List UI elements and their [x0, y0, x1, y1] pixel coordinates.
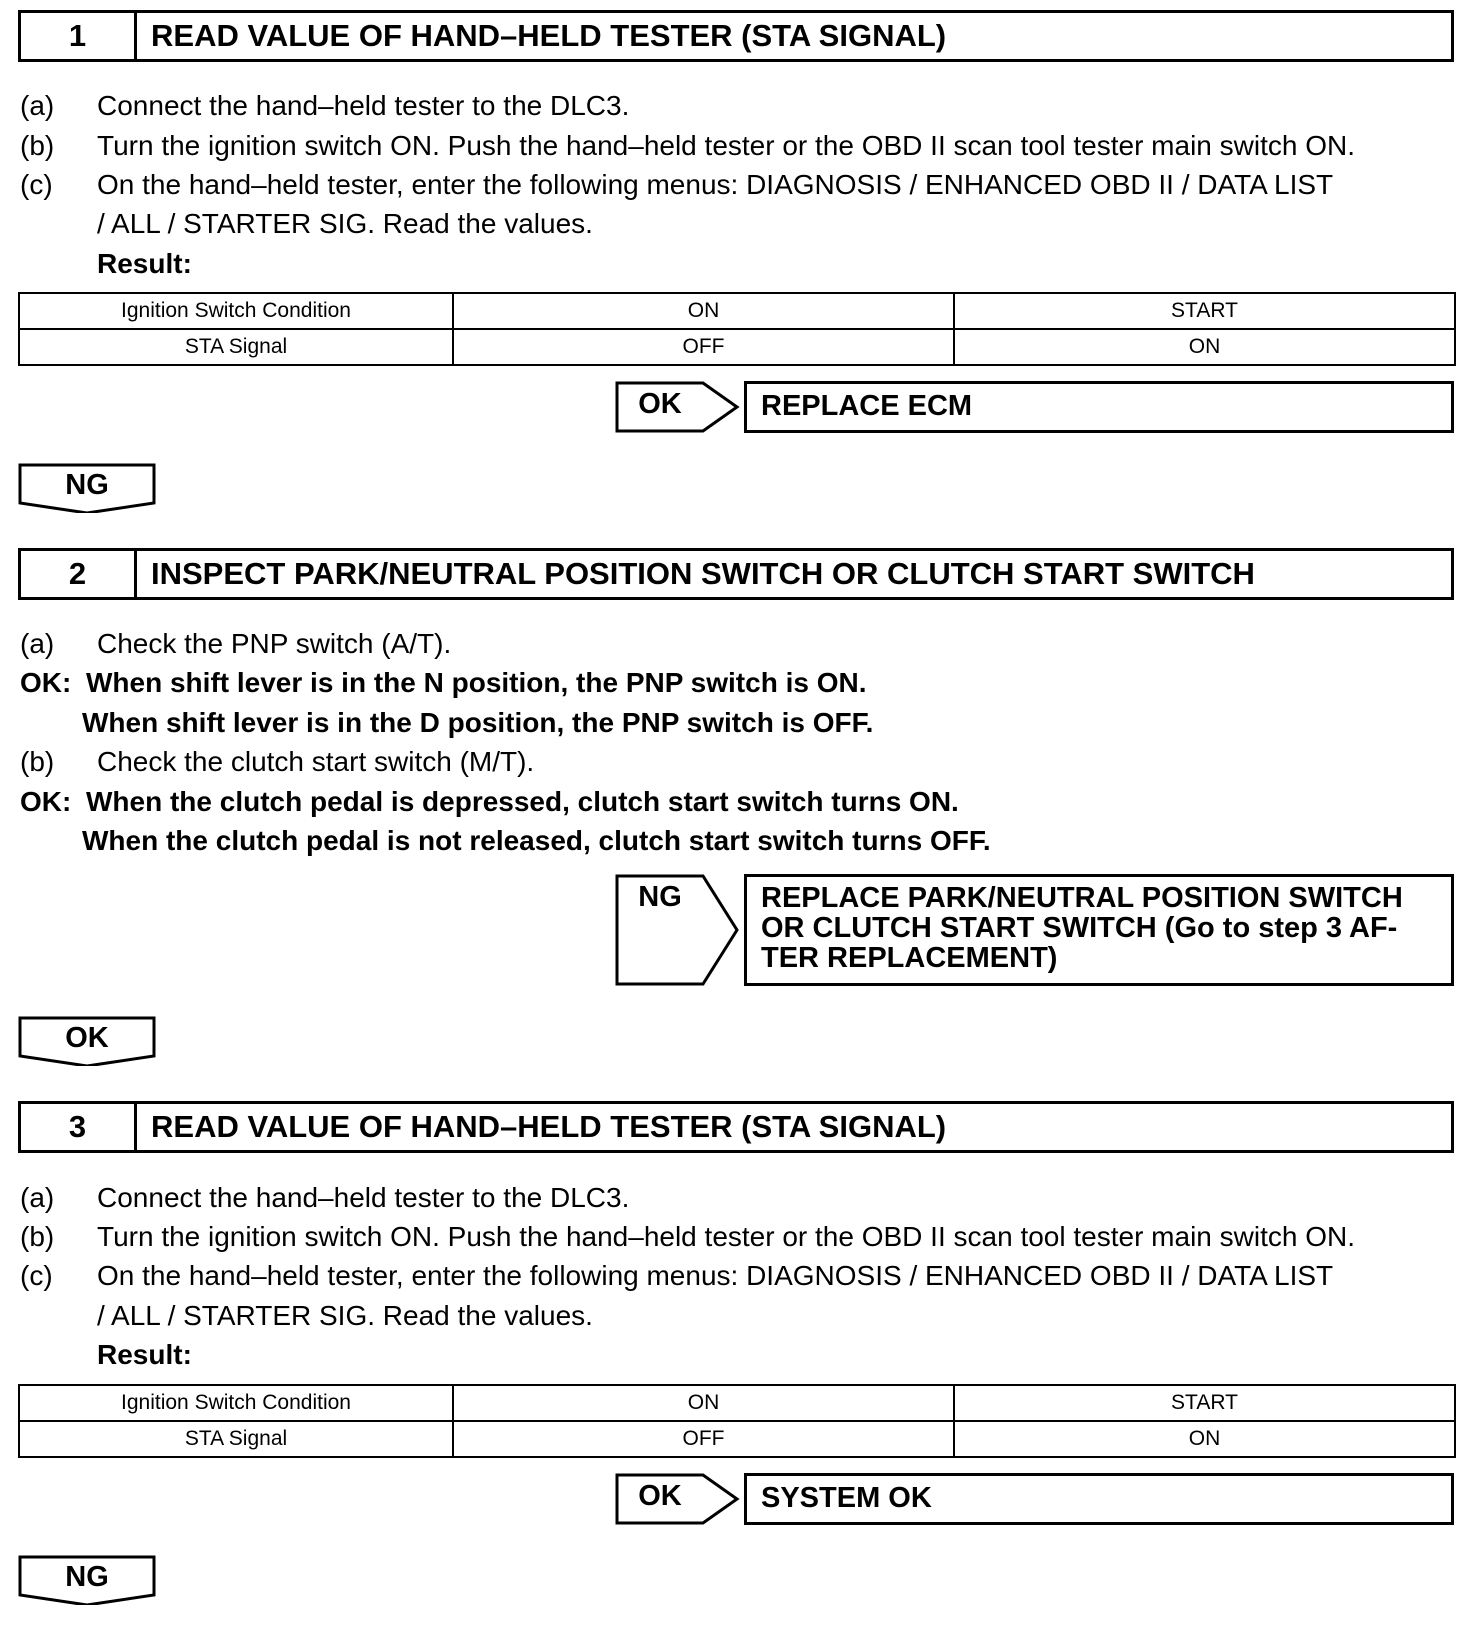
ng-tag-label: NG — [638, 881, 682, 913]
step-number: 1 — [21, 13, 137, 59]
instruction-text: Check the PNP switch (A/T). — [97, 628, 452, 659]
instruction-text: Connect the hand–held tester to the DLC3. — [97, 1182, 630, 1213]
instruction-text: Check the clutch start switch (M/T). — [97, 746, 535, 777]
down-tag-label: NG — [65, 1561, 109, 1593]
instruction-text: On the hand–held tester, enter the following menus: DIAGNOSIS / ENHANCED OBD II / DATA LIST — [97, 1260, 1334, 1291]
instruction-text: / ALL / STARTER SIG. Read the values. — [97, 1300, 593, 1331]
instruction-text: / ALL / STARTER SIG. Read the values. — [97, 208, 593, 239]
table-cell: START — [954, 293, 1455, 329]
step-number: 3 — [21, 1104, 137, 1150]
step-title: READ VALUE OF HAND–HELD TESTER (STA SIGNAL) — [151, 18, 947, 53]
instruction-label: (b) — [20, 746, 55, 777]
result-table — [18, 1384, 1456, 1458]
instruction-label: (b) — [20, 130, 55, 161]
table-cell: Ignition Switch Condition — [19, 1385, 453, 1421]
instruction-text: Turn the ignition switch ON. Push the hand–held tester or the OBD II scan tool tester main switch ON. — [97, 130, 1355, 161]
step-2-header — [18, 548, 1454, 600]
step-1-header — [18, 10, 1454, 62]
step-3-header — [18, 1101, 1454, 1153]
table-cell: START — [954, 1385, 1455, 1421]
step-title: READ VALUE OF HAND–HELD TESTER (STA SIGNAL) — [151, 1109, 947, 1144]
instruction-label: (c) — [20, 1260, 53, 1291]
table-cell: OFF — [453, 329, 954, 365]
instruction-label: (a) — [20, 1182, 55, 1213]
instruction-label: (a) — [20, 90, 55, 121]
table-row — [19, 293, 1455, 329]
result-table — [18, 292, 1456, 366]
table-cell: STA Signal — [19, 329, 453, 365]
step-title: INSPECT PARK/NEUTRAL POSITION SWITCH OR CLUTCH START SWITCH — [151, 556, 1255, 591]
table-cell: ON — [954, 329, 1455, 365]
table-cell: ON — [954, 1421, 1455, 1457]
instruction-label: (b) — [20, 1221, 55, 1252]
table-row — [19, 1421, 1455, 1457]
ok-action-box: REPLACE ECM — [744, 381, 1454, 433]
table-cell: Ignition Switch Condition — [19, 293, 453, 329]
table-cell: ON — [453, 293, 954, 329]
instruction-text: Connect the hand–held tester to the DLC3. — [97, 90, 630, 121]
ok-tag-label: OK — [638, 388, 682, 420]
table-cell: OFF — [453, 1421, 954, 1457]
down-tag-label: OK — [65, 1022, 109, 1054]
instruction-label: (a) — [20, 628, 55, 659]
table-cell: ON — [453, 1385, 954, 1421]
instruction-label: (c) — [20, 169, 53, 200]
ok-action-box: SYSTEM OK — [744, 1473, 1454, 1525]
table-row — [19, 329, 1455, 365]
instruction-text: On the hand–held tester, enter the following menus: DIAGNOSIS / ENHANCED OBD II / DATA LIST — [97, 169, 1334, 200]
step-number: 2 — [21, 551, 137, 597]
table-cell: STA Signal — [19, 1421, 453, 1457]
ok-tag-label: OK — [638, 1480, 682, 1512]
instruction-text: Turn the ignition switch ON. Push the hand–held tester or the OBD II scan tool tester main switch ON. — [97, 1221, 1355, 1252]
table-row — [19, 1385, 1455, 1421]
ng-action-box: REPLACE PARK/NEUTRAL POSITION SWITCH OR CLUTCH START SWITCH (Go to step 3 AF- TER REPLACEMENT) — [744, 874, 1454, 986]
down-tag-label: NG — [65, 469, 109, 501]
